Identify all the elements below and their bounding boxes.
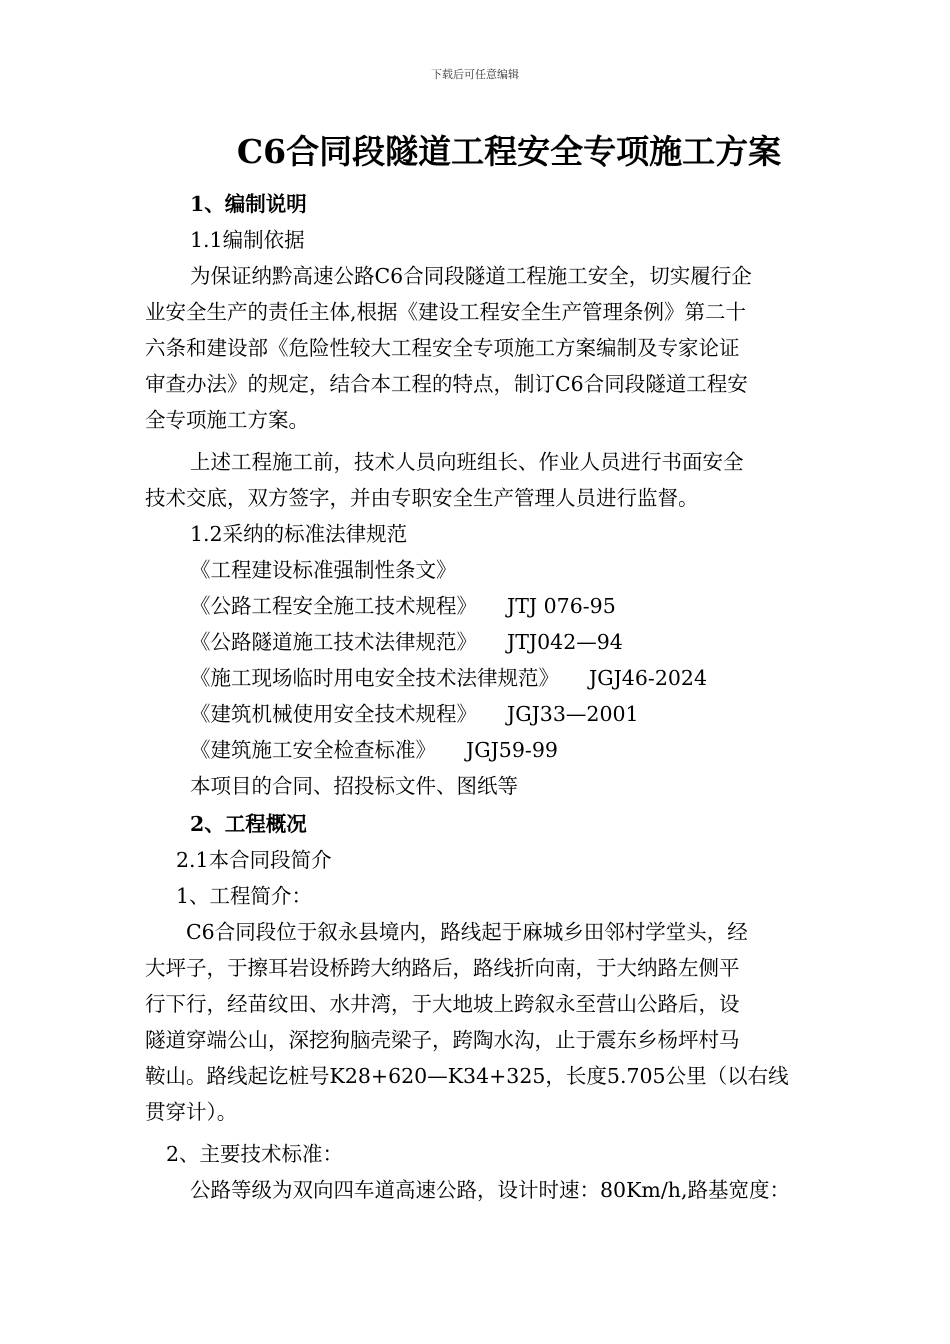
paragraph-line: 公路等级为双向四车道高速公路，设计时速：80Km/h,路基宽度：	[190, 1178, 790, 1202]
standard-item	[190, 664, 707, 692]
standard-code: JTJ042—94	[507, 630, 623, 654]
item-heading: 1、工程简介：	[176, 884, 313, 908]
standard-code: JGJ33—2001	[507, 702, 639, 726]
paragraph-line: 全专项施工方案。	[145, 408, 309, 432]
standard-item	[190, 556, 457, 584]
paragraph-line: 行下行，经苗纹田、水井湾，于大地坡上跨叙永至营山公路后，设	[145, 992, 740, 1016]
standard-name: 《工程建设标准强制性条文》	[190, 558, 457, 582]
paragraph-line: C6合同段位于叙永县境内，路线起于麻城乡田邻村学堂头，经	[186, 920, 748, 944]
paragraph-line: 审查办法》的规定，结合本工程的特点，制订C6合同段隧道工程安	[145, 372, 748, 396]
paragraph-line: 为保证纳黔高速公路C6合同段隧道工程施工安全，切实履行企	[190, 264, 752, 288]
paragraph-line: 本项目的合同、招投标文件、图纸等	[190, 774, 518, 798]
page-header: 下载后可任意编辑	[431, 68, 519, 81]
subsection-heading-1-1: 1.1编制依据	[190, 228, 305, 252]
paragraph-line: 贯穿计）。	[145, 1100, 238, 1124]
subsection-heading-2-1: 2.1本合同段简介	[176, 848, 332, 872]
paragraph-line: 业安全生产的责任主体,根据《建设工程安全生产管理条例》第二十	[145, 300, 747, 324]
standard-item	[190, 736, 558, 764]
section-heading-2: 2、工程概况	[190, 812, 307, 836]
standard-name: 《建筑施工安全检查标准》	[190, 738, 436, 762]
paragraph-line: 大坪子，于擦耳岩设桥跨大纳路后，路线折向南，于大纳路左侧平	[145, 956, 740, 980]
standard-item	[190, 700, 639, 728]
document-title: C6合同段隧道工程安全专项施工方案	[236, 132, 782, 171]
paragraph-line: 六条和建设部《危险性较大工程安全专项施工方案编制及专家论证	[145, 336, 740, 360]
standard-code: JGJ46-2024	[589, 666, 707, 690]
standard-name: 《施工现场临时用电安全技术法律规范》	[190, 666, 559, 690]
standard-item	[190, 592, 616, 620]
standard-item	[190, 628, 623, 656]
standard-code: JGJ59-99	[466, 738, 558, 762]
paragraph-line: 上述工程施工前，技术人员向班组长、作业人员进行书面安全	[190, 450, 744, 474]
standard-name: 《公路隧道施工技术法律规范》	[190, 630, 477, 654]
section-heading-1: 1、编制说明	[190, 192, 307, 216]
paragraph-line: 技术交底，双方签字，并由专职安全生产管理人员进行监督。	[145, 486, 699, 510]
standard-name: 《建筑机械使用安全技术规程》	[190, 702, 477, 726]
paragraph-line: 隧道穿端公山，深挖狗脑壳梁子，跨陶水沟，止于震东乡杨坪村马	[145, 1028, 740, 1052]
subsection-heading-1-2: 1.2采纳的标准法律规范	[190, 522, 408, 546]
item-heading: 2、主要技术标准：	[166, 1142, 344, 1166]
standard-code: JTJ 076-95	[507, 594, 616, 618]
standard-name: 《公路工程安全施工技术规程》	[190, 594, 477, 618]
paragraph-line: 鞍山。路线起讫桩号K28+620—K34+325，长度5.705公里（以右线	[145, 1064, 789, 1088]
